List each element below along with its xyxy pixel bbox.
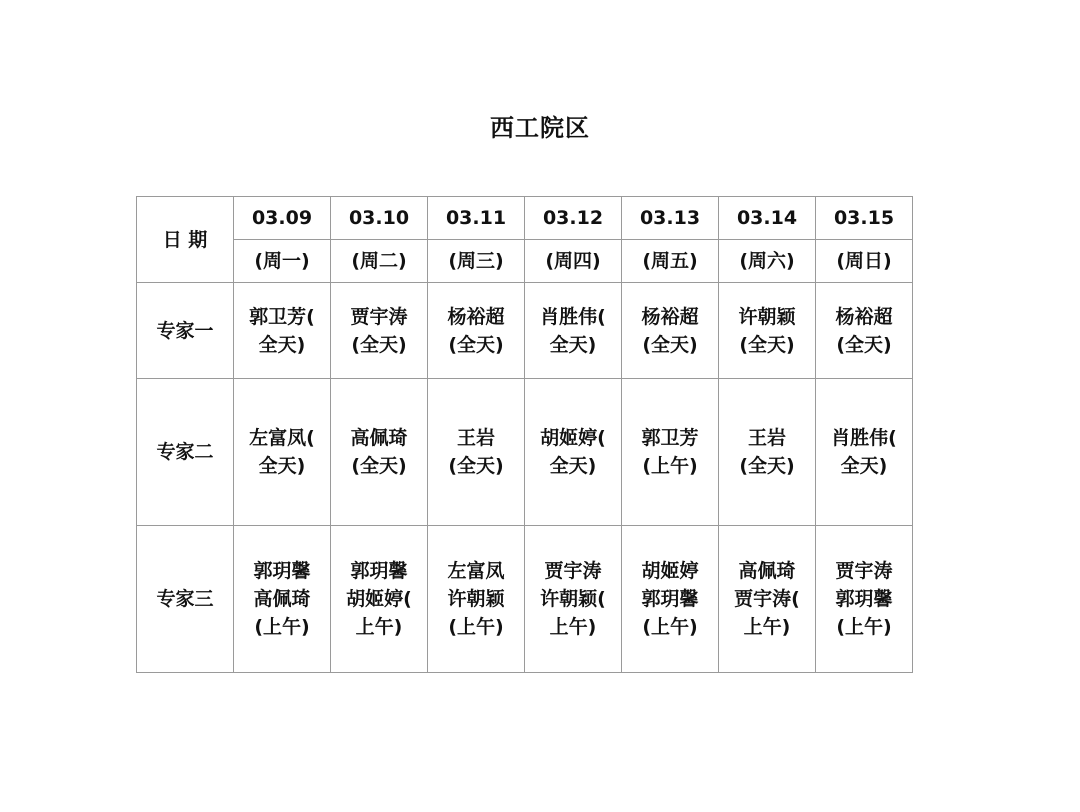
expert-row-3 <box>137 526 913 673</box>
schedule-cell: 郭卫芳 (上午) <box>622 379 719 526</box>
date-cell: 03.09 <box>234 197 331 240</box>
date-cell: 03.10 <box>331 197 428 240</box>
schedule-cell: 贾宇涛 许朝颖( 上午) <box>525 526 622 673</box>
duty-schedule-table <box>136 196 913 673</box>
schedule-cell: 肖胜伟( 全天) <box>525 283 622 379</box>
schedule-cell: 郭卫芳( 全天) <box>234 283 331 379</box>
weekday-cell: (周六) <box>719 240 816 283</box>
expert-row-1 <box>137 283 913 379</box>
schedule-cell: 贾宇涛 郭玥馨 (上午) <box>816 526 913 673</box>
date-cell: 03.13 <box>622 197 719 240</box>
schedule-cell: 许朝颖 (全天) <box>719 283 816 379</box>
weekday-cell: (周三) <box>428 240 525 283</box>
date-cell: 03.15 <box>816 197 913 240</box>
weekday-cell: (周一) <box>234 240 331 283</box>
schedule-cell: 王岩 (全天) <box>428 379 525 526</box>
row-label: 专家三 <box>137 526 234 673</box>
date-cell: 03.14 <box>719 197 816 240</box>
weekday-cell: (周日) <box>816 240 913 283</box>
schedule-cell: 左富凤 许朝颖 (上午) <box>428 526 525 673</box>
page-title: 西工院区 <box>490 114 590 142</box>
schedule-cell: 高佩琦 (全天) <box>331 379 428 526</box>
schedule-cell: 王岩 (全天) <box>719 379 816 526</box>
weekday-cell: (周二) <box>331 240 428 283</box>
date-cell: 03.12 <box>525 197 622 240</box>
schedule-cell: 肖胜伟( 全天) <box>816 379 913 526</box>
schedule-cell: 郭玥馨 胡姬婷( 上午) <box>331 526 428 673</box>
date-row-header: 日 期 <box>137 197 234 283</box>
weekday-cell: (周四) <box>525 240 622 283</box>
schedule-cell: 胡姬婷 郭玥馨 (上午) <box>622 526 719 673</box>
expert-row-2 <box>137 379 913 526</box>
schedule-cell: 贾宇涛 (全天) <box>331 283 428 379</box>
schedule-cell: 郭玥馨 高佩琦 (上午) <box>234 526 331 673</box>
schedule-cell: 高佩琦 贾宇涛( 上午) <box>719 526 816 673</box>
row-label: 专家二 <box>137 379 234 526</box>
schedule-cell: 杨裕超 (全天) <box>428 283 525 379</box>
date-cell: 03.11 <box>428 197 525 240</box>
weekday-cell: (周五) <box>622 240 719 283</box>
schedule-cell: 胡姬婷( 全天) <box>525 379 622 526</box>
schedule-cell: 左富凤( 全天) <box>234 379 331 526</box>
date-row <box>137 197 913 240</box>
weekday-row <box>137 240 913 283</box>
row-label: 专家一 <box>137 283 234 379</box>
schedule-cell: 杨裕超 (全天) <box>622 283 719 379</box>
schedule-cell: 杨裕超 (全天) <box>816 283 913 379</box>
